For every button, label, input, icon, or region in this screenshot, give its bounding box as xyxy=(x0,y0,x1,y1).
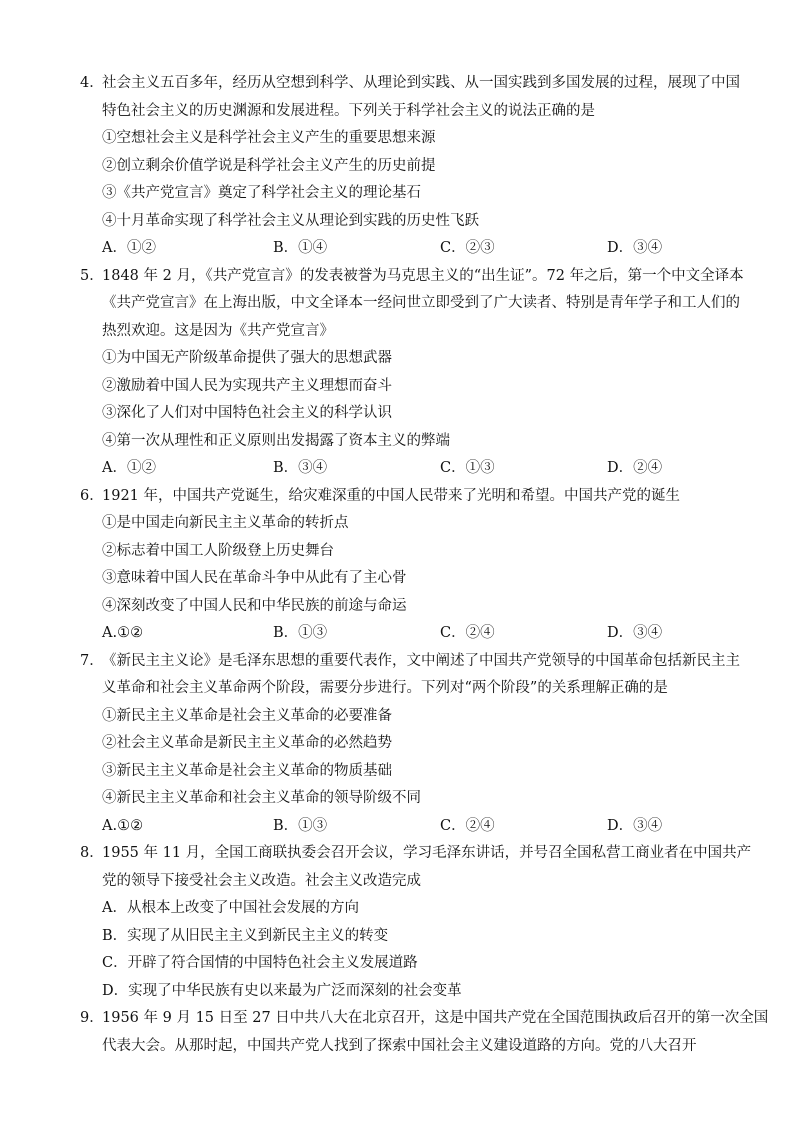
question-text: 社会主义五百多年，经历从空想到科学、从理论到实践、从一国实践到多国发展的过程，展现了中国 xyxy=(102,75,740,91)
statement: ③深化了人们对中国特色社会主义的科学认识 xyxy=(102,405,392,421)
question-number: 6． xyxy=(80,487,104,504)
statement: ③《共产党宣言》奠定了科学社会主义的理论基石 xyxy=(102,185,421,201)
statement: ②标志着中国工人阶级登上历史舞台 xyxy=(102,542,334,559)
question-text: 1956 年 9 月 15 日至 27 日中共八大在北京召开，这是中国共产党在全国范围执政后召开的第一次全国 xyxy=(102,1010,769,1026)
statement: ①新民主主义革命是社会主义革命的必要准备 xyxy=(102,707,392,724)
choice-c: C．②④ xyxy=(440,817,495,834)
question-number: 5． xyxy=(80,267,104,284)
option-c: C．开辟了符合国情的中国特色社会主义发展道路 xyxy=(102,955,418,971)
question-text: 代表大会。从那时起，中国共产党人找到了探索中国社会主义建设道路的方向。党的八大召开 xyxy=(102,1037,697,1054)
question-list xyxy=(0,70,794,1060)
question-text: 义革命和社会主义革命两个阶段，需要分步进行。下列对“两个阶段”的关系理解正确的是 xyxy=(102,680,668,696)
choice-d: D．③④ xyxy=(607,240,663,256)
question-text: 1955 年 11 月，全国工商联执委会召开会议，学习毛泽东讲话，并号召全国私营工商业者在中国共产 xyxy=(102,845,752,861)
statement: ①空想社会主义是科学社会主义产生的重要思想来源 xyxy=(102,130,436,146)
statement: ④新民主主义革命和社会主义革命的领导阶级不同 xyxy=(102,790,421,806)
choice-c: C．②③ xyxy=(440,240,495,256)
choice-a: A．①② xyxy=(102,240,156,256)
statement: ④深刻改变了中国人民和中华民族的前途与命运 xyxy=(102,597,407,614)
question-text: 《新民主主义论》是毛泽东思想的重要代表作，文中阐述了中国共产党领导的中国革命包括新民主主 xyxy=(102,652,740,669)
question-9 xyxy=(0,1005,794,1060)
question-7 xyxy=(0,648,794,841)
statement: ③新民主主义革命是社会主义革命的物质基础 xyxy=(102,762,392,779)
answer-choices xyxy=(0,455,794,483)
statement: ③意味着中国人民在革命斗争中从此有了主心骨 xyxy=(102,570,407,586)
choice-c: C．①③ xyxy=(440,460,495,476)
option-d: D．实现了中华民族有史以来最为广泛而深刻的社会变革 xyxy=(102,982,462,999)
option-a: A．从根本上改变了中国社会发展的方向 xyxy=(102,900,359,916)
choice-d: D．③④ xyxy=(607,817,663,834)
question-text: 特色社会主义的历史渊源和发展进程。下列关于科学社会主义的说法正确的是 xyxy=(102,102,595,119)
question-6 xyxy=(0,483,794,648)
statement: ④十月革命实现了科学社会主义从理论到实践的历史性飞跃 xyxy=(102,212,479,229)
question-number: 8． xyxy=(80,845,104,861)
question-text: 1921 年，中国共产党诞生，给灾难深重的中国人民带来了光明和希望。中国共产党的诞生 xyxy=(102,487,681,504)
choice-b: B．①③ xyxy=(273,625,328,641)
choice-d: D．②④ xyxy=(607,460,663,476)
choice-c: C．②④ xyxy=(440,625,495,641)
choice-a: A．①② xyxy=(102,460,156,476)
answer-choices xyxy=(0,620,794,648)
answer-choices xyxy=(0,813,794,841)
statement: ④第一次从理性和正义原则出发揭露了资本主义的弊端 xyxy=(102,432,450,449)
statement: ②激励着中国人民为实现共产主义理想而奋斗 xyxy=(102,377,392,394)
question-text: 1848 年 2 月，《共产党宣言》的发表被誉为马克思主义的“出生证”。72 年之后，第一个中文全译本 xyxy=(102,267,744,284)
choice-a: A.①② xyxy=(102,625,144,641)
question-text: 《共产党宣言》在上海出版，中文全译本一经问世立即受到了广大读者、特别是青年学子和工人们的 xyxy=(102,295,740,311)
choice-b: B．①③ xyxy=(273,817,328,834)
question-text: 党的领导下接受社会主义改造。社会主义改造完成 xyxy=(102,872,421,889)
question-number: 7． xyxy=(80,652,104,669)
choice-b: B．①④ xyxy=(273,240,328,256)
question-number: 4． xyxy=(80,75,104,91)
question-8 xyxy=(0,840,794,1005)
statement: ②创立剩余价值学说是科学社会主义产生的历史前提 xyxy=(102,157,436,174)
choice-b: B．③④ xyxy=(273,460,328,476)
choice-a: A.①② xyxy=(102,817,144,834)
question-5 xyxy=(0,263,794,483)
statement: ①是中国走向新民主主义革命的转折点 xyxy=(102,515,349,531)
question-4 xyxy=(0,70,794,263)
statement: ②社会主义革命是新民主主义革命的必然趋势 xyxy=(102,735,392,751)
answer-choices xyxy=(0,235,794,263)
choice-d: D．③④ xyxy=(607,625,663,641)
option-b: B．实现了从旧民主主义到新民主主义的转变 xyxy=(102,927,389,944)
question-text: 热烈欢迎。这是因为《共产党宣言》 xyxy=(102,322,334,339)
statement: ①为中国无产阶级革命提供了强大的思想武器 xyxy=(102,350,392,366)
question-number: 9． xyxy=(80,1010,104,1026)
